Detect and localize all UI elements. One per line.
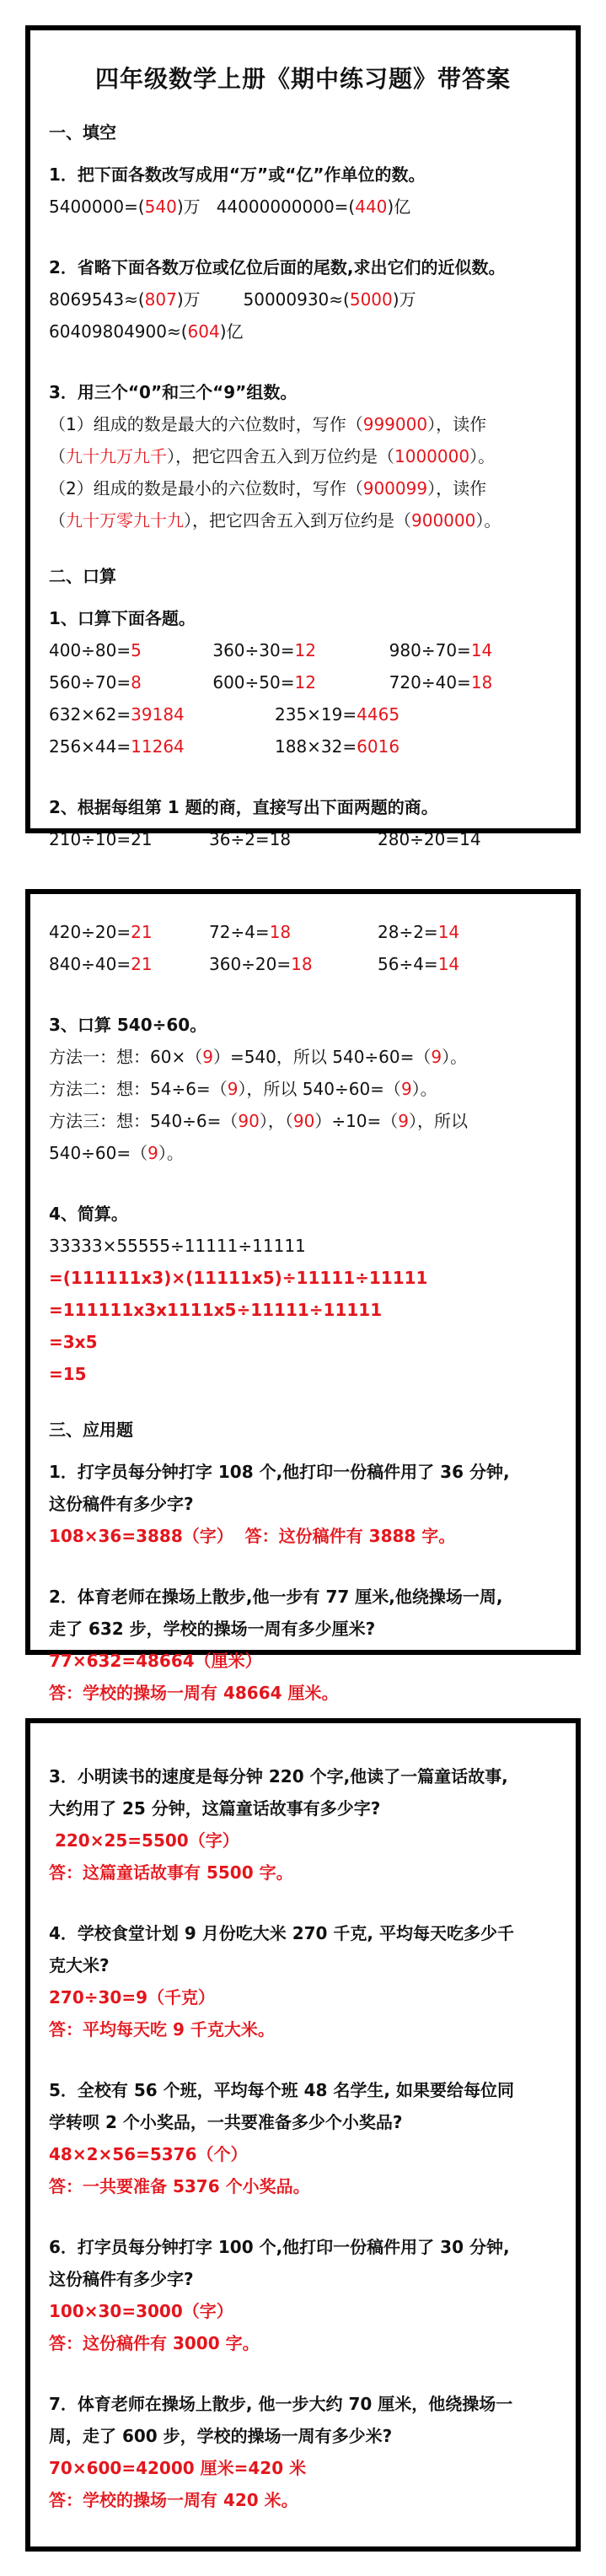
answer: 440	[355, 197, 388, 217]
simplify-title: 4、简算。	[49, 1204, 128, 1224]
method-3: 方法三：想：540÷6=（90），（90）÷10=（9），所以	[49, 1111, 469, 1131]
method-2: 方法二：想：54÷6=（9），所以 540÷60=（9）。	[49, 1079, 437, 1099]
answer: 604	[187, 321, 220, 342]
worksheet-card-3: 3．小明读书的速度是每分钟 220 个字,他读了一篇童话故事, 大约用了 25 分钟，这篇童话故事有多少字? 220×25=5500（字） 答：这篇童话故事有 5500 字。 4．学校食堂计划 9 月份吃大米 270 千克, 平均每天吃多少千 克大米? 270÷30=9（千克） 答：平均每天吃 9 千克大米。 5．全校有 56 个班，平均每个班 48 名学生, 如果要给每位同 学转呗 2 个小奖品，一共要准备多少个小奖品? 48×2×56=5376（个） 答：一共要准备 5376 个小奖品。 6．打字员每分钟打字 100 个,他打印一份稿件用了 30 分钟, 这份稿件有多少字? 100×30=3000（字） 答：这份稿件有 3000 字。 7．体育老师在操场上散步, 他一步大约 70 厘米，他绕操场一 周，走了 600 步，学校的操场一周有多少米? 70×600=42000 厘米=420 米 答：学校的操场一周有 420 米。	[25, 1718, 581, 2552]
simplify-expression: 33333×55555÷11111÷11111	[49, 1236, 306, 1256]
answer: 九十九万九千	[66, 446, 167, 466]
calc-row: 400÷80=5 360÷30=12 980÷70=14	[49, 640, 493, 660]
word-problem-4-answer: 270÷30=9（千克）	[49, 1987, 216, 2007]
section-fill-blank: 一、填空	[49, 122, 116, 143]
word-problem-7: 7．体育老师在操场上散步, 他一步大约 70 厘米，他绕操场一	[49, 2394, 513, 2414]
word-problem-4: 4．学校食堂计划 9 月份吃大米 270 千克, 平均每天吃多少千	[49, 1923, 514, 1943]
oral-calc-3-title: 3、口算 540÷60。	[49, 1015, 207, 1035]
answer-line-3d: （九十万零九十九），把它四舍五入到万位约是（900000）。	[49, 510, 501, 531]
oral-calc-2-title: 2、根据每组第 1 题的商，直接写出下面两题的商。	[49, 797, 438, 817]
word-problem-6-answer: 100×30=3000（字）	[49, 2301, 233, 2321]
section-oral-calc: 二、口算	[49, 566, 116, 586]
answer: 5000	[349, 289, 393, 310]
section-word-problems: 三、应用题	[49, 1420, 133, 1440]
answer-line-3c: （2）组成的数是最小的六位数时，写作（900099），读作	[49, 478, 487, 498]
word-problem-3-answer: 220×25=5500（字）	[49, 1830, 239, 1851]
question-3: 3．用三个“0”和三个“9”组数。	[49, 382, 298, 402]
word-problem-5: 5．全校有 56 个班，平均每个班 48 名学生, 如果要给每位同	[49, 2080, 514, 2100]
answer: 900000	[411, 510, 476, 531]
word-problem-5-answer: 48×2×56=5376（个）	[49, 2144, 248, 2164]
answer-line-1: 5400000=(540)万 44000000000=(440)亿	[49, 197, 411, 217]
simplify-step: =3x5	[49, 1332, 98, 1352]
word-problem-2-answer: 77×632=48664（厘米）	[49, 1651, 262, 1671]
oral-calc-1-title: 1、口算下面各题。	[49, 608, 196, 628]
answer: 900099	[362, 478, 428, 498]
answer: 九十万零九十九	[66, 510, 184, 531]
word-problem-1: 1．打字员每分钟打字 108 个,他打印一份稿件用了 36 分钟,	[49, 1462, 510, 1482]
page-title: 四年级数学上册《期中练习题》带答案	[94, 65, 511, 93]
answer-line-3a: （1）组成的数是最大的六位数时，写作（999000），读作	[49, 414, 487, 434]
method-1: 方法一：想：60×（9）=540，所以 540÷60=（9）。	[49, 1047, 468, 1067]
simplify-step: =(111111x3)×(11111x5)÷11111÷11111	[49, 1268, 428, 1288]
simplify-step: =111111x3x1111x5÷11111÷11111	[49, 1300, 383, 1320]
answer: 999000	[362, 414, 428, 434]
word-problem-6: 6．打字员每分钟打字 100 个,他打印一份稿件用了 30 分钟,	[49, 2237, 510, 2257]
calc-row: 560÷70=8 600÷50=12 720÷40=18	[49, 672, 493, 693]
calc-row: 632×62=39184 235×19=4465	[49, 704, 400, 725]
answer: 807	[144, 289, 177, 310]
answer-line-2b: 60409804900≈(604)亿	[49, 321, 244, 342]
word-problem-7-answer: 70×600=42000 厘米=420 米	[49, 2458, 307, 2478]
method-3-cont: 540÷60=（9）。	[49, 1143, 184, 1163]
question-2: 2．省略下面各数万位或亿位后面的尾数,求出它们的近似数。	[49, 257, 506, 278]
word-problem-1-answer: 108×36=3888（字） 答：这份稿件有 3888 字。	[49, 1526, 456, 1546]
answer: 1000000	[394, 446, 470, 466]
answer-line-3b: （九十九万九千），把它四舍五入到万位约是（1000000）。	[49, 446, 496, 466]
worksheet-card-2: 420÷20=21 72÷4=18 28÷2=14 840÷40=21 360÷20=18 56÷4=14 3、口算 540÷60。 方法一：想：60×（9）=540，所以 540÷60=（9）。 方法二：想：54÷6=（9），所以 540÷60=（9）。 方法三：想：540÷6=（90），（90）÷10=（9），所以 540÷60=（9）。 4、简算。 33333×55555÷11111÷11111 =(111111x3)×(11111x5)÷11111÷11111 =111111x3x1111x5÷11111÷11111 =3x5 =15 三、应用题 1．打字员每分钟打字 108 个,他打印一份稿件用了 36 分钟, 这份稿件有多少字? 108×36=3888（字） 答：这份稿件有 3888 字。 2．体育老师在操场上散步,他一步有 77 厘米,他绕操场一周, 走了 632 步，学校的操场一周有多少厘米? 77×632=48664（厘米） 答：学校的操场一周有 48664 厘米。	[25, 889, 581, 1655]
question-1: 1．把下面各数改写成用“万”或“亿”作单位的数。	[49, 164, 426, 185]
calc-row: 210÷10=21 36÷2=18 280÷20=14	[49, 829, 481, 849]
simplify-step: =15	[49, 1364, 87, 1384]
word-problem-2: 2．体育老师在操场上散步,他一步有 77 厘米,他绕操场一周,	[49, 1587, 503, 1607]
calc-row: 256×44=11264 188×32=6016	[49, 736, 400, 757]
calc-row: 840÷40=21 360÷20=18 56÷4=14	[49, 954, 460, 974]
worksheet-card-1	[25, 25, 581, 849]
calc-row: 420÷20=21 72÷4=18 28÷2=14	[49, 922, 460, 942]
answer-line-2a: 8069543≈(807)万 50000930≈(5000)万	[49, 289, 416, 310]
answer: 540	[144, 197, 177, 217]
word-problem-3: 3．小明读书的速度是每分钟 220 个字,他读了一篇童话故事,	[49, 1766, 508, 1786]
